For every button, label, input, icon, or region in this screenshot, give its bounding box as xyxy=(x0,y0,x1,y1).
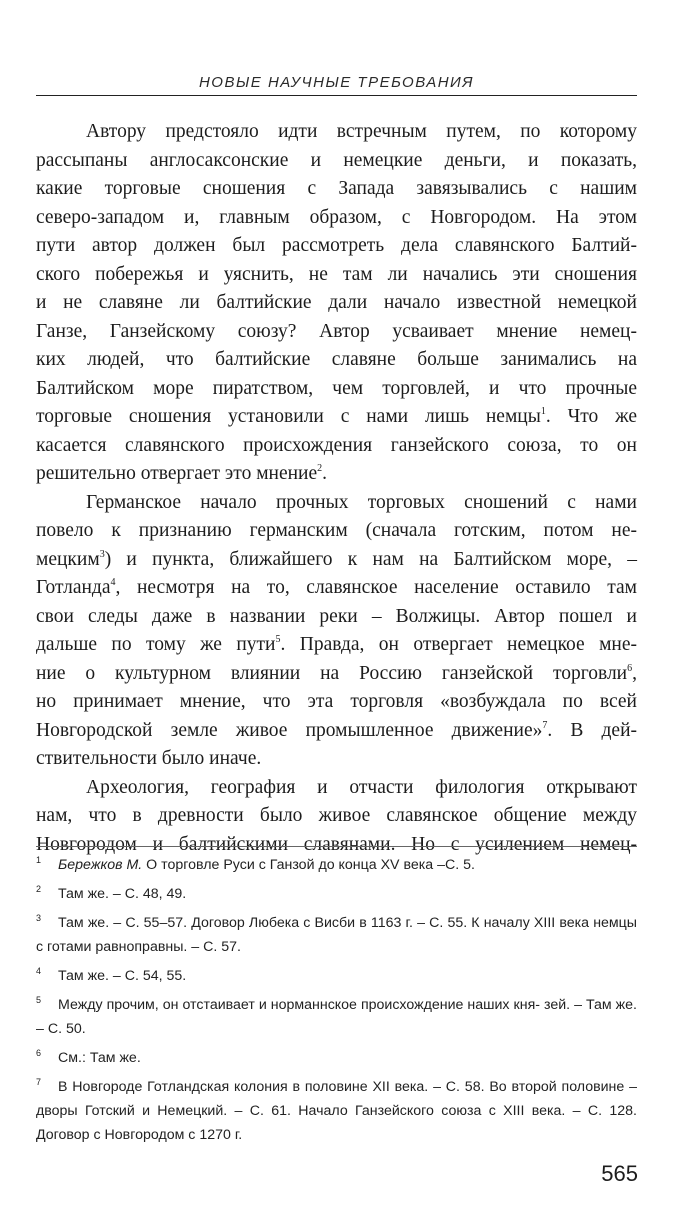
text-line: ние о культурном влиянии на Россию ганзейской торговли$^6$, xyxy=(36,662,637,684)
footnotes xyxy=(36,853,637,1152)
text-segment: . Правда, он отвергает немецкое мне- xyxy=(280,634,637,655)
footnote-ref: 1 xyxy=(540,406,546,417)
footnote-ref: 4 xyxy=(110,577,116,588)
text-segment: ) и пункта, ближайшего к нам на Балтийском море, – xyxy=(104,548,637,570)
running-header: НОВЫЕ НАУЧНЫЕ ТРЕБОВАНИЯ xyxy=(198,74,475,91)
text-line: свои следы даже в названии реки – Волжицы. Автор пошел и xyxy=(36,605,637,627)
text-line: Ганзе, Ганзейскому союзу? Автор усваивает мнение немец- xyxy=(36,320,637,342)
footnote: 3 Там же. – С. 55–57. Договор Любека с Висби в 1163 г. – С. 55. К началу XIII века немцы с готами равноправны. – С. 57. xyxy=(36,913,637,955)
text-line: Автору предстояло идти встречным путем, по которому xyxy=(86,121,637,142)
text-segment: . xyxy=(322,463,328,484)
text-line: Германское начало прочных торговых сношений с нами xyxy=(86,491,637,513)
text-line: ского побережья и уяснить, не там ли начались эти сношения xyxy=(36,263,637,285)
text-line: ствительности было иначе. xyxy=(36,748,262,769)
footnote: 1 Бережков М. О торговле Руси с Ганзой до конца XV века –С. 5. xyxy=(36,855,475,873)
footnote-rule xyxy=(36,846,637,847)
text-line: и не славяне ли балтийские дали начало известной немецкой xyxy=(36,292,637,313)
text-line xyxy=(36,717,637,746)
footnote: 2 Там же. – С. 48, 49. xyxy=(36,884,187,902)
text-segment: Новгородской земле живое промышленное движение» xyxy=(36,719,543,741)
footnote-ref: 3 xyxy=(99,548,105,560)
text-segment: ние о культурном влиянии на Россию ганзейской торговли xyxy=(36,662,628,684)
text-line: северо-западом и, главным образом, с Новгородом. На этом xyxy=(36,206,637,228)
footnote: 6 См.: Там же. xyxy=(36,1048,141,1066)
footnote-ref: 2 xyxy=(317,463,323,474)
text-line: Балтийском море пиратством, чем торговлей, и что прочные xyxy=(36,377,637,399)
footnote-text: См.: Там же. xyxy=(58,1050,141,1066)
text-line: пути автор должен был рассмотреть дела славянского Балтий- xyxy=(36,235,637,256)
text-segment: дальше по тому же пути xyxy=(36,634,276,655)
text-line: рассыпаны англосаксонские и немецкие деньги, и показать, xyxy=(36,149,637,171)
footnote: 5 Между прочим, он отстаивает и норманнское происхождение наших кня- зей. – Там же. – С. 50. xyxy=(36,995,637,1037)
text-line: нам, что в древности было живое славянское общение между xyxy=(36,805,637,826)
footnote: 7 В Новгороде Готландская колония в половине XII века. – С. 58. Во второй половине – дворы Готский и Немецкий. – С. 61. Начало Ганзейского союза с XIII века. – С. 128. Договор с Новгородом с 1270 г. xyxy=(36,1077,637,1143)
header-rule xyxy=(36,95,637,96)
footnote: 4 Там же. – С. 54, 55. xyxy=(36,966,187,984)
text-segment: решительно отвергает это мнение xyxy=(36,463,318,484)
text-line: но принимает мнение, что эта торговля «возбуждала по всей xyxy=(36,691,637,712)
text-line: какие торговые сношения с Запада завязывались с нашим xyxy=(36,178,637,199)
text-line xyxy=(36,546,637,575)
text-line xyxy=(36,574,637,603)
text-segment: мецким xyxy=(36,548,100,570)
footnote-text: Там же. – С. 55–57. Договор Любека с Висби в 1163 г. – С. 55. К началу XIII века немцы с готами равноправны. – С. 57. xyxy=(36,915,637,955)
text-line: ких людей, что балтийские славяне больше занимались на xyxy=(36,349,637,370)
text-line: Археология, география и отчасти филология открывают xyxy=(86,776,637,798)
text-line xyxy=(36,460,637,489)
text-line xyxy=(36,403,637,432)
footnote-ref: 5 xyxy=(275,634,281,645)
page-number: 565 xyxy=(601,1161,638,1186)
text-segment: Готланда xyxy=(36,577,111,598)
footnote-ref: 6 xyxy=(627,662,633,674)
text-line: повело к признанию германским (сначала готским, потом не- xyxy=(36,520,637,541)
text-segment: торговые сношения установили с нами лишь немцы xyxy=(36,406,541,427)
footnote-author: Бережков М. xyxy=(58,857,143,873)
footnote-text: Там же. – С. 48, 49. xyxy=(58,886,187,902)
footnote-text: О торговле Руси с Ганзой до конца XV века –С. 5. xyxy=(142,857,475,873)
text-segment: . Что же xyxy=(545,406,637,427)
text-segment: , несмотря на то, славянское население оставило там xyxy=(115,577,637,598)
main-text xyxy=(36,118,637,859)
text-line: касается славянского происхождения ганзейского союза, то он xyxy=(36,434,637,456)
footnote-text: Между прочим, он отстаивает и норманнское происхождение наших кня- зей. – Там же. – С. 50. xyxy=(36,997,637,1037)
text-line: Новгородом и балтийскими славянами. Но с усилением немец- xyxy=(36,833,637,855)
footnote-ref: 7 xyxy=(542,719,548,731)
text-segment: . В дей- xyxy=(547,719,638,741)
text-line xyxy=(36,631,637,660)
footnote-text: Там же. – С. 54, 55. xyxy=(58,968,187,984)
footnote-text: В Новгороде Готландская колония в половине XII века. – С. 58. Во второй половине – дворы Готский и Немецкий. – С. 61. Начало Ганзейского союза с XIII века. – С. 128. Договор с Новгородом с 1270 г. xyxy=(36,1079,637,1143)
